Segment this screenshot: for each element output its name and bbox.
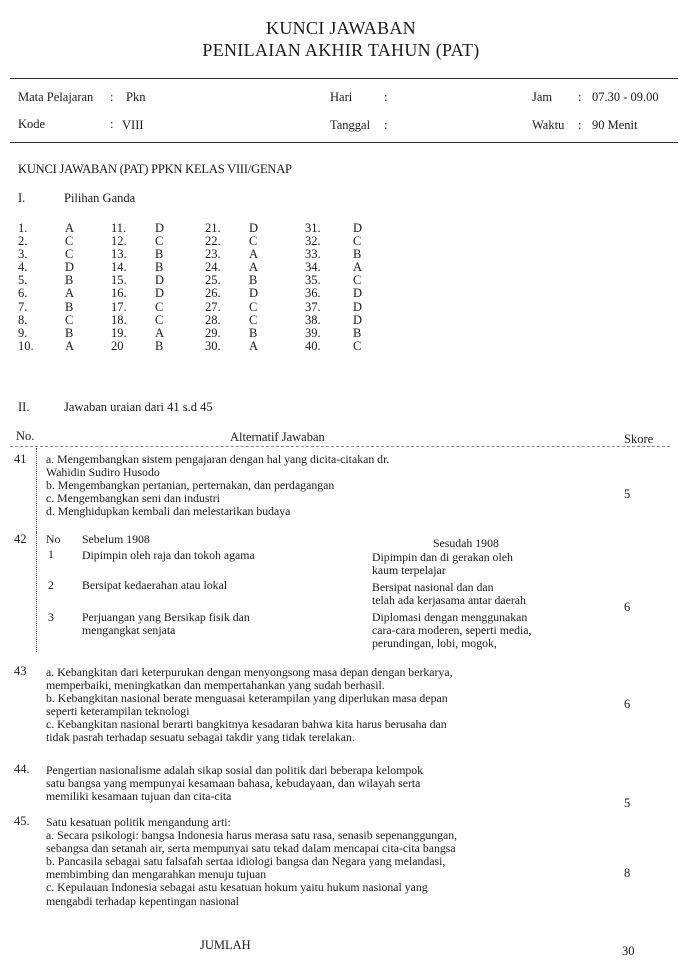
mc-answer-letter: B bbox=[353, 325, 362, 340]
waktu-label: Waktu bbox=[532, 118, 565, 132]
q42-row-1-after: Dipimpin dan di gerakan oleh kaum terpelajar bbox=[372, 550, 513, 578]
mc-answer-letter: D bbox=[155, 273, 165, 288]
mapel-label: Mata Pelajaran bbox=[18, 90, 94, 104]
mc-question-number: 37. bbox=[305, 299, 321, 314]
essay-header-divider bbox=[10, 446, 670, 447]
total-score: 30 bbox=[622, 944, 635, 958]
q42-col-no: No bbox=[46, 532, 61, 546]
mc-question-number: 16. bbox=[111, 286, 127, 301]
mc-question-number: 14. bbox=[111, 260, 127, 275]
mc-answer-row bbox=[18, 287, 373, 300]
q44-score: 5 bbox=[624, 796, 631, 810]
mc-question-number: 12. bbox=[111, 234, 127, 249]
q41-answer-line: d. Menghidupkan kembali dan melestarikan budaya bbox=[46, 504, 291, 519]
jam-colon: : bbox=[578, 90, 582, 104]
q42-row-1-before: Dipimpin oleh raja dan tokoh agama bbox=[82, 548, 255, 562]
q45-answer-line: c. Kepulauan Indonesia sebagai astu kesatuan hokum yaitu hukum nasional yang bbox=[46, 880, 428, 895]
mc-answer-letter: D bbox=[353, 312, 363, 327]
doc-title-line2: PENILAIAN AKHIR TAHUN (PAT) bbox=[202, 40, 480, 60]
q41-answer-line: a. Mengembangkan sistem pengajaran dengan hal yang dicita-citakan dr. bbox=[46, 452, 390, 466]
essay-col-alternatif: Alternatif Jawaban bbox=[230, 430, 325, 444]
answer-key-subtitle: KUNCI JAWABAN (PAT) PPKN KELAS VIII/GENAP bbox=[18, 162, 292, 176]
q45-answer-line: b. Pancasila sebagai satu falsafah sertaa idiologi bangsa dan Negara yang melandasi, bbox=[46, 854, 446, 869]
q42-row-2-before: Bersipat kedaerahan atau lokal bbox=[82, 578, 228, 592]
kode-label: Kode bbox=[18, 117, 46, 131]
mc-answer-letter: C bbox=[353, 338, 362, 353]
mc-answer-letter: B bbox=[249, 325, 258, 340]
mc-answer-letter: C bbox=[353, 234, 362, 249]
mc-answer-letter: C bbox=[249, 234, 258, 249]
mc-question-number: 34. bbox=[305, 260, 321, 275]
hari-colon: : bbox=[384, 90, 388, 104]
tanggal-colon: : bbox=[384, 118, 388, 132]
q41-number: 41 bbox=[14, 452, 27, 466]
mc-answer-letter: C bbox=[65, 247, 74, 262]
mc-question-number: 21. bbox=[205, 221, 221, 235]
mc-answer-letter: C bbox=[65, 312, 74, 327]
q41-score: 5 bbox=[624, 487, 631, 501]
mc-question-number: 33. bbox=[305, 247, 321, 262]
q41-answer bbox=[46, 453, 389, 518]
mc-answer-letter: D bbox=[155, 286, 165, 301]
q42-row-3-before: Perjuangan yang Bersikap fisik dan mengangkat senjata bbox=[82, 610, 250, 638]
mc-answer-letter: A bbox=[65, 338, 75, 353]
mc-answer-letter: A bbox=[353, 260, 363, 275]
q45-answer-line: Satu kesatuan politik mengandung arti: bbox=[46, 815, 231, 829]
mc-answer-letter: A bbox=[65, 221, 75, 235]
mc-question-number: 2. bbox=[18, 234, 28, 249]
q43-score: 6 bbox=[624, 697, 631, 711]
mc-question-number: 3. bbox=[18, 247, 28, 262]
q43-answer-line: memperbaiki, meningkatkan dan mempertahankan yang sudah berhasil. bbox=[46, 678, 385, 693]
q43-number: 43 bbox=[14, 664, 27, 678]
mc-question-number: 29. bbox=[205, 325, 221, 340]
mc-answer-letter: A bbox=[249, 338, 259, 353]
q42-row-3-after: Diplomasi dengan menggunakan cara-cara moderen, seperti media, perundingan, lobi, mogok, bbox=[372, 610, 532, 651]
q41-answer-line: c. Mengembangkan seni dan industri bbox=[46, 491, 220, 506]
mc-answer-letter: C bbox=[249, 299, 258, 314]
mc-question-number: 1. bbox=[18, 221, 28, 235]
mc-answer-letter: C bbox=[249, 312, 258, 327]
q45-number: 45. bbox=[14, 814, 30, 828]
mc-question-number: 28. bbox=[205, 312, 221, 327]
mc-question-number: 39. bbox=[305, 325, 321, 340]
q42-score: 6 bbox=[624, 600, 631, 614]
jam-value: 07.30 - 09.00 bbox=[592, 90, 659, 104]
mc-answer-letter: B bbox=[249, 273, 258, 288]
mc-answer-letter: B bbox=[65, 273, 74, 288]
section2-label: Jawaban uraian dari 41 s.d 45 bbox=[64, 400, 213, 414]
section1-number: I. bbox=[18, 191, 26, 205]
mc-question-number: 26. bbox=[205, 286, 221, 301]
mc-answer-row bbox=[18, 340, 373, 353]
mc-answer-letter: C bbox=[155, 299, 164, 314]
mc-question-number: 40. bbox=[305, 338, 321, 353]
mc-question-number: 27. bbox=[205, 299, 221, 314]
q42-row-3-no: 3 bbox=[48, 610, 54, 624]
tanggal-label: Tanggal bbox=[330, 118, 371, 132]
q45-answer-line: a. Secara psikologi: bangsa Indonesia harus merasa satu rasa, senasib sepenanggungan, bbox=[46, 828, 458, 843]
mc-question-number: 25. bbox=[205, 273, 221, 288]
q43-answer-line: b. Kebangkitan nasional berate menguasai keterampilan yang diperlukan masa depan bbox=[46, 691, 448, 706]
mc-question-number: 4. bbox=[18, 260, 28, 275]
mc-question-number: 9. bbox=[18, 325, 28, 340]
q45-answer bbox=[46, 816, 457, 908]
mapel-value: Pkn bbox=[126, 90, 146, 104]
mc-answer-letter: B bbox=[155, 247, 164, 262]
mc-answer-letter: C bbox=[155, 234, 164, 249]
header-divider bbox=[10, 142, 678, 143]
mc-answer-row bbox=[18, 301, 373, 314]
q42-row-2-after: Bersipat nasional dan dan telah ada kerjasama antar daerah bbox=[372, 580, 526, 608]
row-separator bbox=[36, 448, 37, 544]
q45-answer-line: membimbing dan mengarahkan menuju tujuan bbox=[46, 867, 267, 882]
mc-answer-row bbox=[18, 327, 373, 340]
mc-answer-letter: A bbox=[249, 260, 259, 275]
q44-answer-line: satu bangsa yang mempunyai kesamaan bahasa, kebudayaan, dan wilayah serta bbox=[46, 776, 421, 791]
mapel-colon: : bbox=[110, 90, 114, 104]
mc-answer-letter: D bbox=[353, 221, 363, 235]
mc-question-number: 22. bbox=[205, 234, 221, 249]
mc-question-number: 7. bbox=[18, 299, 28, 314]
q45-answer-line: mengabdi terhadap kepentingan nasional bbox=[46, 893, 239, 908]
mc-answer-letter: B bbox=[65, 325, 74, 340]
mc-question-number: 31. bbox=[305, 221, 321, 235]
mc-answer-row bbox=[18, 314, 373, 327]
mc-answer-letter: A bbox=[155, 325, 165, 340]
mc-answer-letter: A bbox=[65, 286, 75, 301]
mc-question-number: 19. bbox=[111, 325, 127, 340]
mc-answer-letter: C bbox=[155, 312, 164, 327]
waktu-value: 90 Menit bbox=[592, 118, 638, 132]
mc-question-number: 36. bbox=[305, 286, 321, 301]
q41-answer-line: b. Mengembangkan pertanian, perternakan, dan perdagangan bbox=[46, 478, 335, 493]
total-label: JUMLAH bbox=[200, 938, 251, 952]
mc-question-number: 38. bbox=[305, 312, 321, 327]
q43-answer-line: c. Kebangkitan nasional berarti bangkitnya kesadaran bahwa kita harus berusaha dan bbox=[46, 717, 447, 732]
q42-col-before: Sebelum 1908 bbox=[82, 532, 150, 546]
mc-question-number: 6. bbox=[18, 286, 28, 301]
mc-question-number: 13. bbox=[111, 247, 127, 262]
q41-answer-line: Wahidin Sudiro Husodo bbox=[46, 465, 160, 480]
q42-col-after: Sesudah 1908 bbox=[433, 536, 499, 550]
top-divider bbox=[10, 78, 678, 79]
row-separator bbox=[36, 532, 37, 652]
mc-question-number: 35. bbox=[305, 273, 321, 288]
q44-number: 44. bbox=[14, 762, 30, 776]
mc-question-number: 23. bbox=[205, 247, 221, 262]
mc-question-number: 30. bbox=[205, 338, 221, 353]
kode-colon: : bbox=[110, 117, 114, 131]
q42-number: 42 bbox=[14, 532, 27, 546]
mc-answer-letter: B bbox=[155, 338, 164, 353]
doc-title-line1: KUNCI JAWABAN bbox=[266, 18, 416, 38]
mc-answer-letter: D bbox=[353, 286, 363, 301]
mc-answer-letter: D bbox=[249, 286, 259, 301]
waktu-colon: : bbox=[578, 118, 582, 132]
mc-answer-letter: D bbox=[65, 260, 75, 275]
q43-answer-line: a. Kebangkitan dari keterpurukan dengan menyongsong masa depan dengan berkarya, bbox=[46, 665, 453, 679]
mc-question-number: 18. bbox=[111, 312, 127, 327]
q42-row-1-no: 1 bbox=[48, 547, 54, 561]
mc-answer-letter: C bbox=[65, 234, 74, 249]
section1-label: Pilihan Ganda bbox=[64, 191, 136, 205]
essay-col-no: No. bbox=[16, 429, 35, 443]
q44-answer bbox=[46, 764, 423, 803]
jam-label: Jam bbox=[532, 90, 553, 104]
hari-label: Hari bbox=[330, 90, 353, 104]
mc-question-number: 8. bbox=[18, 312, 28, 327]
mc-answer-letter: A bbox=[249, 247, 259, 262]
mc-answer-letter: D bbox=[353, 299, 363, 314]
q44-answer-line: Pengertian nasionalisme adalah sikap sosial dan politik dari beberapa kelompok bbox=[46, 763, 424, 777]
multiple-choice-answer-table bbox=[18, 222, 373, 353]
q43-answer-line: tidak pasrah terhadap sesuatu sebagai takdir yang tidak terelakan. bbox=[46, 730, 355, 745]
q43-answer-line: seperti keterampilan teknologi bbox=[46, 704, 190, 719]
mc-question-number: 15. bbox=[111, 273, 127, 288]
mc-answer-letter: C bbox=[353, 273, 362, 288]
mc-question-number: 10. bbox=[18, 338, 34, 353]
q42-row-2-no: 2 bbox=[48, 578, 54, 592]
q45-score: 8 bbox=[624, 866, 631, 880]
mc-question-number: 11. bbox=[111, 221, 127, 235]
mc-question-number: 20 bbox=[111, 338, 124, 353]
essay-col-skor: Skore bbox=[624, 432, 654, 446]
mc-question-number: 17. bbox=[111, 299, 127, 314]
mc-question-number: 24. bbox=[205, 260, 221, 275]
q45-answer-line: sebangsa dan setanah air, serta mempunyai satu tekad dalam mencapai cita-cita bangsa bbox=[46, 841, 456, 856]
q44-answer-line: memiliki kesamaan tujuan dan cita-cita bbox=[46, 789, 232, 804]
mc-answer-letter: D bbox=[155, 221, 165, 235]
section2-number: II. bbox=[18, 400, 30, 414]
kode-value: VIII bbox=[122, 118, 144, 132]
mc-question-number: 5. bbox=[18, 273, 28, 288]
mc-answer-letter: B bbox=[353, 247, 362, 262]
mc-answer-letter: B bbox=[155, 260, 164, 275]
q43-answer bbox=[46, 666, 453, 745]
mc-answer-letter: B bbox=[65, 299, 74, 314]
mc-question-number: 32. bbox=[305, 234, 321, 249]
mc-answer-letter: D bbox=[249, 221, 259, 235]
